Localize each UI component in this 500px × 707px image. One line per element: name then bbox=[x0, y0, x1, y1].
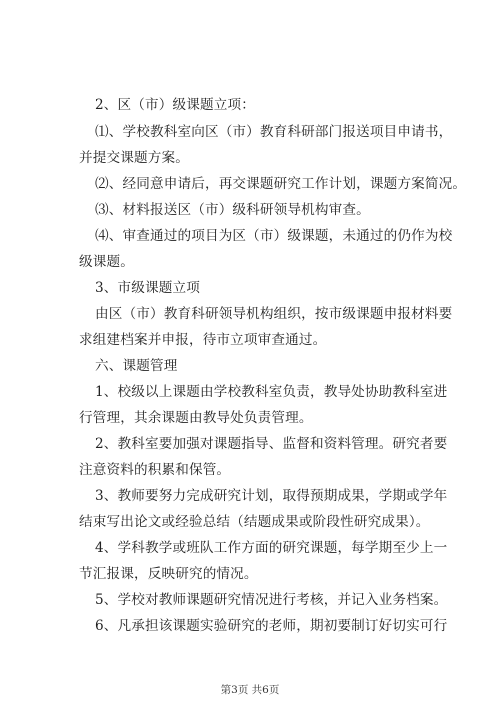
text-line: 行管理，其余课题由教导处负责管理。 bbox=[79, 410, 313, 426]
text-line: 2、教科室要加强对课题指导、监督和资料管理。研究者要 bbox=[95, 436, 448, 452]
text-line: 1、校级以上课题由学校教科室负责，教导处协助教科室进 bbox=[95, 384, 448, 400]
text-line: 注意资料的积累和保管。 bbox=[79, 462, 231, 478]
text-line: ⑷、审查通过的项目为区（市）级课题，未通过的仍作为校 bbox=[95, 228, 453, 244]
text-line: 2、区（市）级课题立项： bbox=[95, 97, 255, 113]
text-line: ⑴、学校教科室向区（市）教育科研部门报送项目申请书， bbox=[95, 124, 453, 140]
text-line: 结束写出论文或经验总结（结题成果或阶段性研究成果）。 bbox=[79, 514, 430, 530]
text-line: 5、学校对教师课题研究情况进行考核，并记入业务档案。 bbox=[95, 592, 448, 608]
text-line: 求组建档案并申报，待市立项审查通过。 bbox=[79, 332, 327, 348]
text-line: 节汇报课，反映研究的情况。 bbox=[79, 566, 258, 582]
section-heading: 六、课题管理 bbox=[95, 358, 178, 374]
text-line: ⑶、材料报送区（市）级科研领导机构审查。 bbox=[95, 202, 370, 218]
text-line: 级课题。 bbox=[79, 254, 134, 270]
text-line: 3、教师要努力完成研究计划，取得预期成果，学期或学年 bbox=[95, 488, 448, 504]
text-line: 4、学科教学或班队工作方面的研究课题，每学期至少上一 bbox=[95, 540, 448, 556]
text-line: 由区（市）教育科研领导机构组织，按市级课题申报材料要 bbox=[95, 306, 453, 322]
text-line: 并提交课题方案。 bbox=[79, 150, 189, 166]
text-line: 3、市级课题立项 bbox=[95, 280, 201, 296]
text-line: ⑵、经同意申请后，再交课题研究工作计划，课题方案简况。 bbox=[95, 176, 467, 192]
text-line: 6、凡承担该课题实验研究的老师，期初要制订好切实可行 bbox=[95, 618, 448, 634]
page-number-footer: 第3页 共6页 bbox=[220, 684, 280, 696]
